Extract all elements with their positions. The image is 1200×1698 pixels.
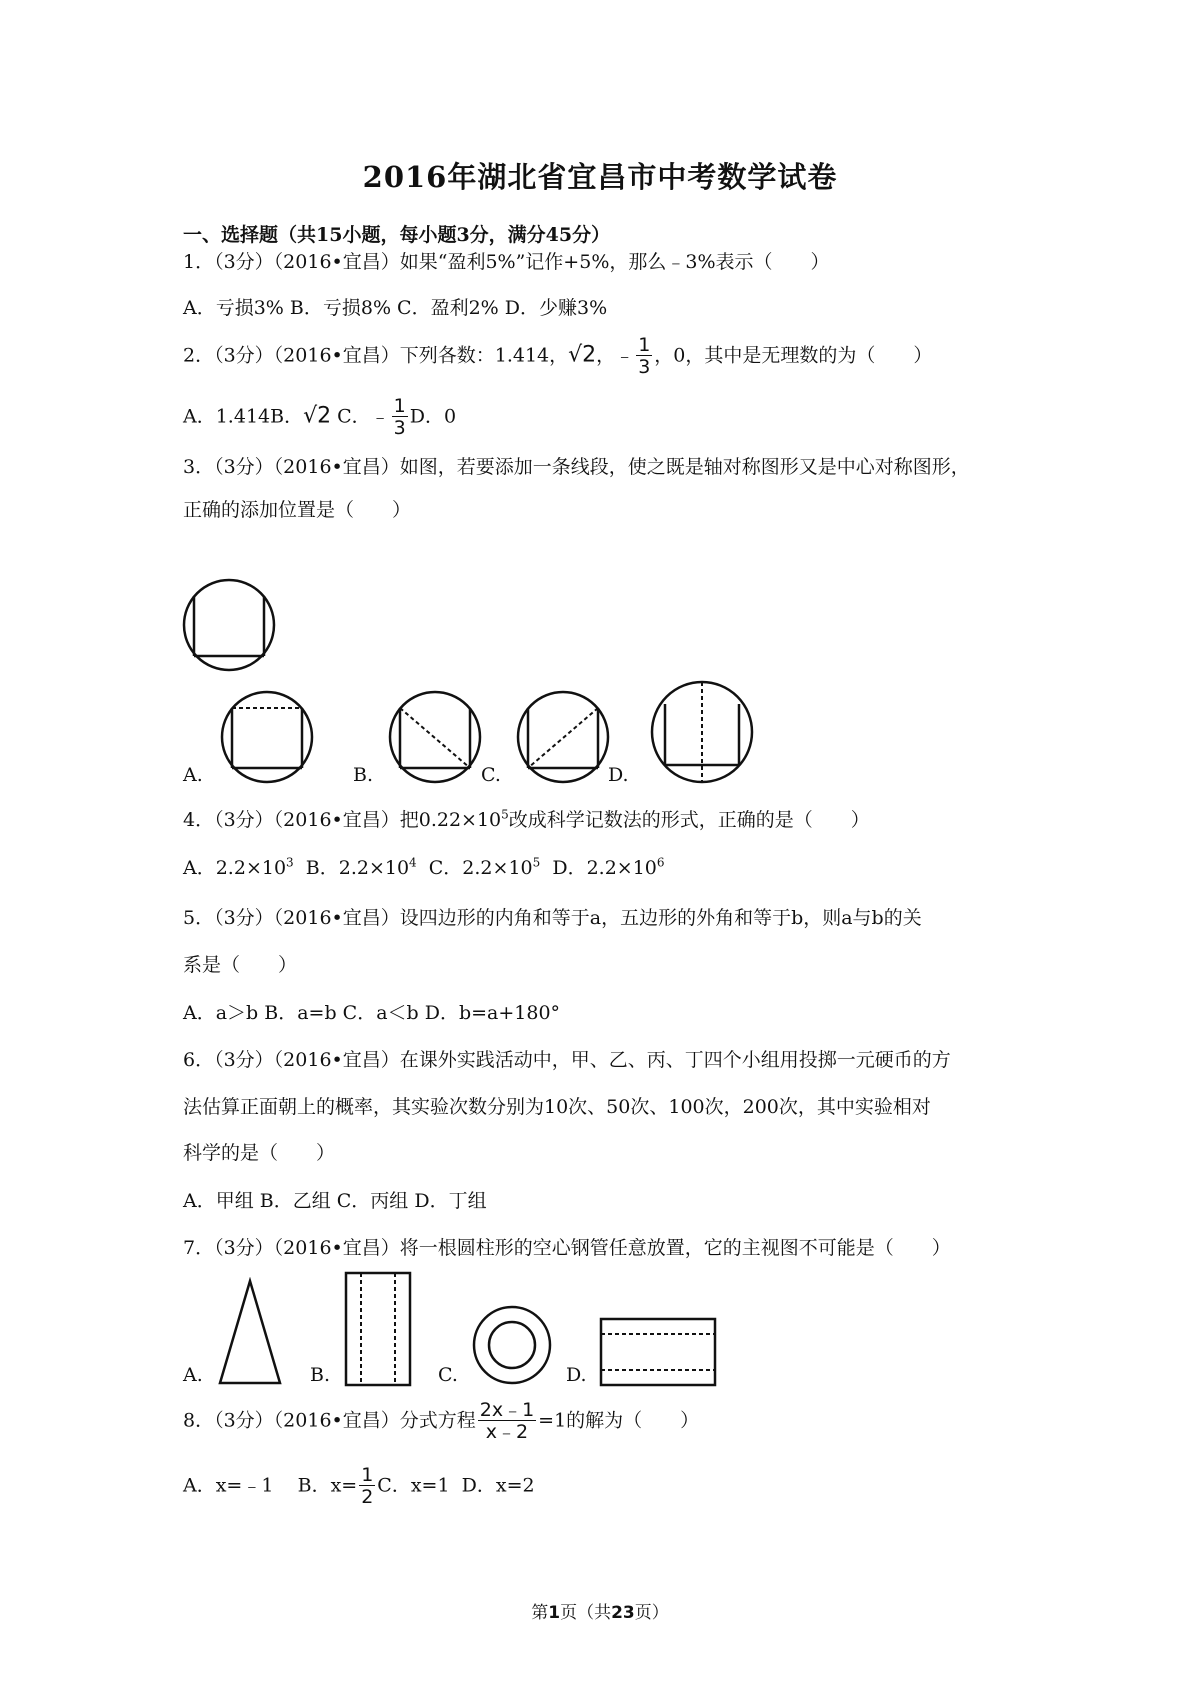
q6-stem-line2: 法估算正面朝上的概率，其实验次数分别为10次、50次、100次，200次，其中实验相对 (183, 1096, 931, 1118)
q3-label-c: C. (481, 764, 501, 786)
q4-option-a-exp: 3 (286, 855, 294, 870)
fraction-numerator: 2x﹣1 (479, 1399, 535, 1421)
sqrt-two: √2 (568, 342, 597, 368)
fraction-numerator: 1 (638, 334, 651, 356)
q7-label-c: C. (438, 1364, 458, 1386)
q4-stem (183, 805, 870, 832)
q1-options: A．亏损3% B．亏损8% C．盈利2% D．少赚3% (183, 297, 608, 319)
q3-option-d-figure (648, 678, 756, 786)
q2-option-a: A．1.414B． (183, 405, 304, 428)
q4-option-b: B．2.2×10 (293, 857, 410, 879)
q8-options (183, 1466, 535, 1507)
q2-sep: ， (596, 344, 616, 367)
fraction-numerator: 1 (393, 395, 406, 417)
footer-suffix: 页） (634, 1603, 669, 1623)
q8-stem-text-a: 8．（3分）（2016•宜昌）分式方程 (183, 1409, 476, 1432)
fraction-denominator: x﹣2 (485, 1421, 529, 1443)
fraction-denominator: 2 (361, 1486, 374, 1508)
q7-option-d-rectangle (598, 1316, 718, 1388)
q8-stem-text-b: =1的解为（ ） (538, 1409, 700, 1432)
q3-label-b: B. (353, 764, 374, 786)
q7-stem: 7．（3分）（2016•宜昌）将一根圆柱形的空心钢管任意放置，它的主视图不可能是（ ） (183, 1237, 951, 1259)
q4-stem-text-b: 改成科学记数法的形式，正确的是（ ） (508, 809, 870, 831)
q7-option-b-rectangle (343, 1270, 413, 1388)
fraction-denominator: 3 (393, 417, 406, 439)
section-heading: 一、选择题（共15小题，每小题3分，满分45分） (183, 224, 611, 246)
q7-option-c-ring (470, 1303, 554, 1387)
q2-stem (183, 336, 932, 377)
q7-label-b: B. (310, 1364, 331, 1386)
total-pages: 23 (611, 1603, 635, 1623)
q7-label-a: A. (183, 1364, 203, 1386)
q2-option-d: D．0 (409, 405, 457, 428)
q1-stem: 1．（3分）（2016•宜昌）如果“盈利5%”记作+5%，那么﹣3%表示（ ） (183, 251, 830, 273)
q4-option-a: A．2.2×10 (183, 857, 287, 879)
q4-options (183, 853, 665, 880)
page-number: 1 (548, 1603, 561, 1623)
q5-stem-line1: 5．（3分）（2016•宜昌）设四边形的内角和等于a，五边形的外角和等于b，则a与b的关 (183, 907, 922, 929)
sqrt-two-option: √2 (303, 403, 332, 429)
q3-option-c-figure (514, 688, 612, 786)
footer-middle: 页（共 (560, 1603, 612, 1623)
q7-label-d: D. (566, 1364, 587, 1386)
footer-prefix: 第 (531, 1603, 549, 1623)
q8-option-rest: C．x=1 D．x=2 (377, 1474, 535, 1497)
fraction-one-third (636, 336, 652, 377)
q3-stem-line1: 3．（3分）（2016•宜昌）如图，若要添加一条线段，使之既是轴对称图形又是中心对称图形， (183, 456, 970, 478)
q6-options: A．甲组 B．乙组 C．丙组 D．丁组 (183, 1190, 487, 1212)
fraction-denominator: 3 (638, 356, 651, 378)
q3-label-a: A. (183, 764, 203, 786)
q8-stem (183, 1401, 699, 1442)
q5-stem-line2: 系是（ ） (183, 954, 298, 976)
q4-option-d-exp: 6 (656, 855, 665, 870)
q2-options (183, 397, 456, 438)
q2-stem-text-b: ，0，其中是无理数的为（ ） (654, 344, 933, 367)
q6-stem-line1: 6．（3分）（2016•宜昌）在课外实践活动中，甲、乙、丙、丁四个小组用投掷一元硬币的方 (183, 1049, 951, 1071)
q8-option-b-fraction (359, 1466, 375, 1507)
q3-stem-line2: 正确的添加位置是（ ） (183, 499, 412, 521)
fraction-numerator: 1 (361, 1464, 374, 1486)
page-footer (0, 1598, 1200, 1623)
q6-stem-line3: 科学的是（ ） (183, 1142, 336, 1164)
q2-stem-text-a: 2．（3分）（2016•宜昌）下列各数：1.414， (183, 344, 569, 367)
q4-exponent: 5 (501, 807, 509, 822)
page-title: 2016年湖北省宜昌市中考数学试卷 (362, 160, 838, 194)
q2-neg: ﹣ (615, 344, 635, 367)
q8-equation-fraction (478, 1401, 536, 1442)
q8-option-a: A．x=﹣1 B．x= (183, 1474, 358, 1497)
q5-options: A．a＞b B．a=b C．a＜b D．b=a+180° (183, 1002, 561, 1024)
q4-stem-text-a: 4．（3分）（2016•宜昌）把0.22×10 (183, 809, 502, 831)
q3-option-b-figure (386, 688, 484, 786)
q3-option-a-figure (218, 688, 316, 786)
q3-main-figure (180, 576, 278, 674)
q3-label-d: D. (608, 764, 629, 786)
q7-option-a-triangle (215, 1277, 285, 1387)
q2-option-c: C．﹣ (331, 405, 390, 428)
fraction-one-third-option (392, 397, 408, 438)
q4-option-b-exp: 4 (409, 855, 417, 870)
q4-option-d: D．2.2×10 (540, 857, 657, 879)
q4-option-c: C．2.2×10 (416, 857, 533, 879)
q4-option-c-exp: 5 (532, 855, 541, 870)
